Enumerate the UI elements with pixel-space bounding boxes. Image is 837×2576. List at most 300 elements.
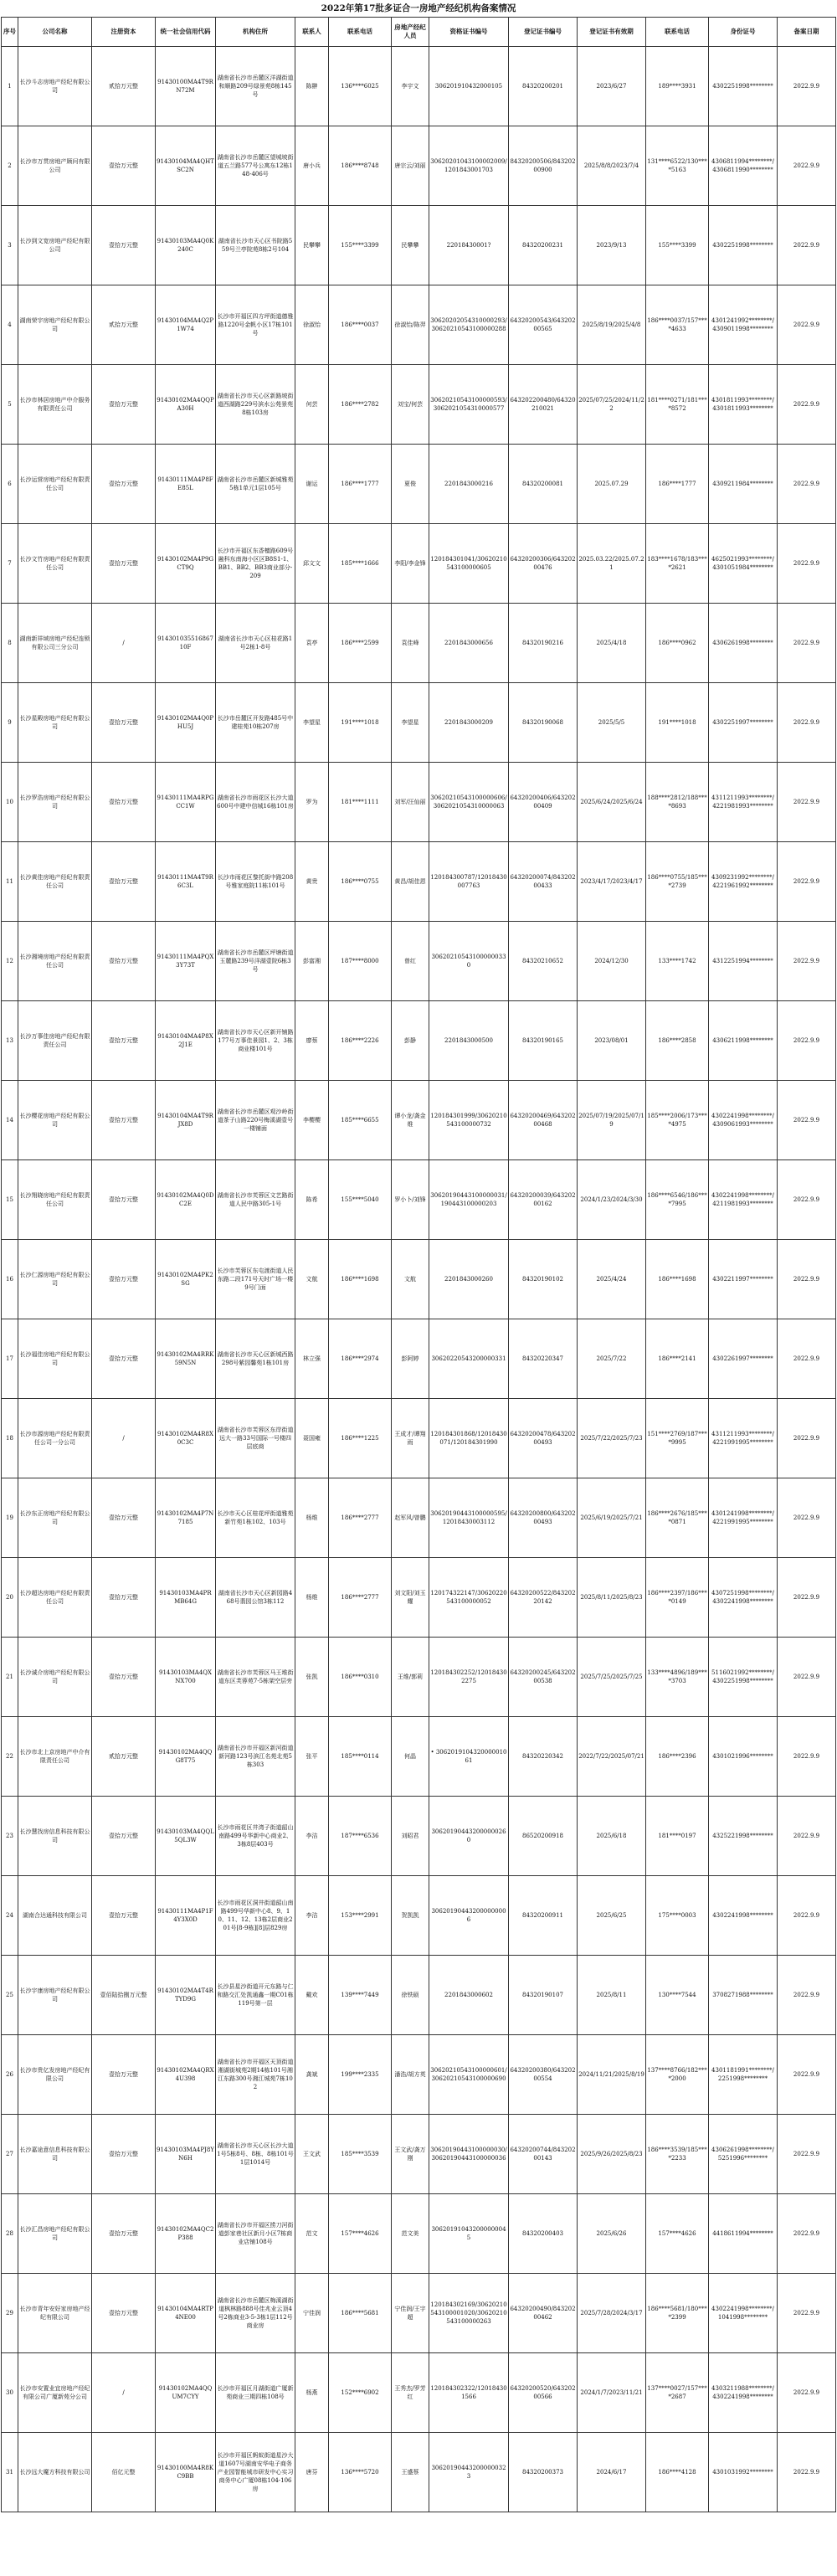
cell-cert: 120184302252/120184302275 [429, 1638, 509, 1717]
cell-contact: 黄贵 [295, 842, 329, 922]
cell-company: 湖南新祥域房地产经纪连锁有限公司三分公司 [18, 604, 92, 683]
cell-phone: 186****8748 [329, 126, 392, 206]
cell-reg: 64320200520/64320200566 [509, 2353, 578, 2433]
cell-company: 长沙星殿房地产经纪有限公司 [18, 683, 92, 763]
cell-reg: 64320200245/64320200538 [509, 1638, 578, 1717]
cell-capital: 壹拾万元整 [92, 1319, 156, 1399]
cell-reg: 84320210652 [509, 922, 578, 1001]
cell-company: 长沙市青年安好家房地产经纪有限公司 [18, 2274, 92, 2353]
cell-phone: 186****1777 [329, 445, 392, 524]
cell-cert: • 306201910432000001061 [429, 1717, 509, 1797]
cell-agent: 潘浩/胡方英 [392, 2035, 429, 2115]
cell-phone2: 137****8766/182****2000 [646, 2035, 709, 2115]
cell-credit-code: 91430103MA4Q0K240C [156, 206, 216, 285]
cell-company: 长沙文竹房地产经纪有限责任公司 [18, 524, 92, 604]
table-row [2, 445, 836, 524]
cell-credit-code: 91430102MA4R8X0C3C [156, 1399, 216, 1478]
cell-agent: 彭静 [392, 1001, 429, 1081]
table-row [2, 763, 836, 842]
cell-date: 2022.9.9 [778, 2115, 836, 2194]
cell-contact: 范文 [295, 2194, 329, 2274]
cell-contact: 王文武 [295, 2115, 329, 2194]
table-row [2, 2035, 836, 2115]
cell-reg: 643202200480/64320210021 [509, 365, 578, 445]
table-row [2, 1876, 836, 1956]
table-row [2, 1797, 836, 1876]
cell-agent: 黄昌/胡佳恩 [392, 842, 429, 922]
cell-date: 2022.9.9 [778, 683, 836, 763]
cell-phone2: 186****5681/180****2399 [646, 2274, 709, 2353]
cell-agent: 刘军/汪仙丽 [392, 763, 429, 842]
cell-capital: 壹拾万元整 [92, 1240, 156, 1319]
col-header-no: 序号 [2, 18, 18, 47]
cell-phone2: 186****0962 [646, 604, 709, 683]
cell-company: 长沙慧找房信息科技有限公司 [18, 1797, 92, 1876]
cell-capital: 壹拾万元整 [92, 1160, 156, 1240]
cell-address: 湖南省长沙市开福区捞刀河街道彭家巷社区新月小区7栋商业店铺108号 [216, 2194, 295, 2274]
cell-date: 2022.9.9 [778, 1399, 836, 1478]
cell-phone: 152****6902 [329, 2353, 392, 2433]
cell-address: 湖南省长沙市天心区桂花路1号2栋1-8号 [216, 604, 295, 683]
cell-company: 长沙超达房地产经纪有限责任公司 [18, 1558, 92, 1638]
cell-date: 2022.9.9 [778, 126, 836, 206]
cell-capital: 壹拾万元整 [92, 1876, 156, 1956]
cell-contact: 民攀攀 [295, 206, 329, 285]
cell-capital: 壹拾万元整 [92, 126, 156, 206]
cell-credit-code: 91430104MA4P8X2J1E [156, 1001, 216, 1081]
cell-phone2: 131****6522/130****5163 [646, 126, 709, 206]
cell-phone2: 183****1678/183****2621 [646, 524, 709, 604]
cell-contact: 陈翀 [295, 47, 329, 126]
cell-valid: 2025/6/19/2025/7/21 [578, 1478, 646, 1558]
cell-valid: 2024/12/30 [578, 922, 646, 1001]
cell-credit-code: 91430102MA4QRX4U398 [156, 2035, 216, 2115]
cell-cert: 22018430001? [429, 206, 509, 285]
cell-reg: 84320200506/84320200900 [509, 126, 578, 206]
cell-company: 长沙嘉途意信息科技有限公司 [18, 2115, 92, 2194]
cell-valid: 2025.07.29 [578, 445, 646, 524]
cell-phone: 187****6536 [329, 1797, 392, 1876]
cell-address: 湖南省长沙市天心区长沙大道1号5栋8号、8栋、8栋101号1层1014号 [216, 2115, 295, 2194]
cell-phone2: 186****6546/186****7995 [646, 1160, 709, 1240]
cell-id: 4306261998********/5251996******** [709, 2115, 778, 2194]
cell-address: 长沙市开福区月湖街道广厦新苑商业三期四栋108号 [216, 2353, 295, 2433]
cell-no: 26 [2, 2035, 18, 2115]
cell-phone: 186****0755 [329, 842, 392, 922]
cell-address: 长沙市雨花区井湾子街道韶山南路499号华新中心商业2、3栋8层403号 [216, 1797, 295, 1876]
cell-reg: 84320220342 [509, 1717, 578, 1797]
table-row [2, 1319, 836, 1399]
cell-valid: 2025/8/8/2023/7/4 [578, 126, 646, 206]
cell-agent: 李阳/李金锋 [392, 524, 429, 604]
cell-agent: 刘宝/何芸 [392, 365, 429, 445]
table-row [2, 604, 836, 683]
cell-phone2: 181****0271/181****8572 [646, 365, 709, 445]
cell-phone2: 188****2812/188****8693 [646, 763, 709, 842]
cell-company: 长沙万事佳房地产经纪有限责任公司 [18, 1001, 92, 1081]
cell-company: 长沙仁源房地产经纪有限公司 [18, 1240, 92, 1319]
col-header-phone2: 联系电话 [646, 18, 709, 47]
cell-cert: 306201904432000000006 [429, 1876, 509, 1956]
cell-credit-code: 91430102MA4QQPA30H [156, 365, 216, 445]
cell-no: 10 [2, 763, 18, 842]
cell-address: 湖南省长沙市岳麓区洋湖街道和顺路209号绿景苑8栋145号 [216, 47, 295, 126]
table-row [2, 1001, 836, 1081]
cell-date: 2022.9.9 [778, 2035, 836, 2115]
cell-id: 4302241998********/1041998******** [709, 2274, 778, 2353]
cell-contact: 李樱樱 [295, 1081, 329, 1160]
cell-valid: 2025/6/25 [578, 1876, 646, 1956]
cell-phone: 186****2782 [329, 365, 392, 445]
cell-id: 4303211988********/4302241998******** [709, 2353, 778, 2433]
cell-cert: 30620210543100000606/3062021054310000063 [429, 763, 509, 842]
table-row [2, 126, 836, 206]
cell-credit-code: 91430103MA4QQL5QL3W [156, 1797, 216, 1876]
col-header-date: 备案日期 [778, 18, 836, 47]
cell-company: 长沙樱花房地产经纪有限公司 [18, 1081, 92, 1160]
cell-credit-code: 91430102MA4QQUM7CYY [156, 2353, 216, 2433]
cell-address: 湖南省长沙市岳麓区梅溪湖街道枫林路888号佳兆业云顶4号2栋商业3-5-3栋1层112号商业房 [216, 2274, 295, 2353]
cell-date: 2022.9.9 [778, 2353, 836, 2433]
cell-agent: 王维/郭莉 [392, 1638, 429, 1717]
cell-cert: 2201843000602 [429, 1956, 509, 2035]
cell-capital: / [92, 604, 156, 683]
cell-credit-code: 91430104MA4Q2P1W74 [156, 285, 216, 365]
cell-reg: 64320200490/84320200462 [509, 2274, 578, 2353]
cell-valid: 2022/7/22/2025/07/21 [578, 1717, 646, 1797]
cell-id: 4311211993********/4221991995******** [709, 1399, 778, 1478]
cell-agent: 夏俊 [392, 445, 429, 524]
cell-contact: 张凯 [295, 1638, 329, 1717]
cell-reg: 84320190107 [509, 1956, 578, 2035]
col-header-id: 身份证号 [709, 18, 778, 47]
cell-reg: 64320200380/64320200554 [509, 2035, 578, 2115]
header-row [2, 18, 836, 47]
table-row [2, 365, 836, 445]
cell-capital: 壹拾万元整 [92, 1478, 156, 1558]
cell-agent: 刘昭君 [392, 1797, 429, 1876]
cell-reg: 84320200403 [509, 2194, 578, 2274]
cell-capital: / [92, 2353, 156, 2433]
cell-id: 4306811994********/4306811990******** [709, 126, 778, 206]
table-row [2, 2353, 836, 2433]
cell-agent: 王成才/谭翔雨 [392, 1399, 429, 1478]
cell-id: 4307251998********/4302241998******** [709, 1558, 778, 1638]
col-header-credit-code: 统一社会信用代码 [156, 18, 216, 47]
cell-credit-code: 91430103MA4QXNX700 [156, 1638, 216, 1717]
cell-phone: 136****5720 [329, 2433, 392, 2512]
cell-contact: 戴欢 [295, 1956, 329, 2035]
cell-address: 长沙市开福区东香檀路609号融科东南海小区区B8S1-1、BB1、BB2、BB3商业部分-209 [216, 524, 295, 604]
cell-no: 23 [2, 1797, 18, 1876]
cell-id: 4301241998********/4221991995******** [709, 1478, 778, 1558]
cell-capital: 贰拾万元整 [92, 285, 156, 365]
cell-phone2: 151****2769/187****9995 [646, 1399, 709, 1478]
col-header-company: 公司名称 [18, 18, 92, 47]
cell-address: 长沙市岳麓区开发路485号中建桂苑10栋207房 [216, 683, 295, 763]
cell-valid: 2023/08/01 [578, 1001, 646, 1081]
cell-valid: 2025/07/19/2025/07/19 [578, 1081, 646, 1160]
cell-date: 2022.9.9 [778, 445, 836, 524]
cell-credit-code: 91430103551686710F [156, 604, 216, 683]
cell-no: 16 [2, 1240, 18, 1319]
cell-reg: 86520200918 [509, 1797, 578, 1876]
cell-phone: 181****1111 [329, 763, 392, 842]
cell-id: 4309231992********/4221961992******** [709, 842, 778, 922]
cell-no: 2 [2, 126, 18, 206]
cell-id: 4306261998******** [709, 604, 778, 683]
cell-no: 21 [2, 1638, 18, 1717]
cell-valid: 2024/11/21/2025/8/19 [578, 2035, 646, 2115]
col-header-contact: 联系人 [295, 18, 329, 47]
cell-agent: 文航 [392, 1240, 429, 1319]
cell-id: 4306211998******** [709, 1001, 778, 1081]
cell-company: 湖南合达通科技有限公司 [18, 1876, 92, 1956]
cell-no: 1 [2, 47, 18, 126]
cell-id: 4302241998********/4211981993******** [709, 1160, 778, 1240]
cell-cert: 306202105431000000330 [429, 922, 509, 1001]
cell-cert: 2201843000216 [429, 445, 509, 524]
cell-reg: 64320200074/84320200433 [509, 842, 578, 922]
cell-credit-code: 91430111MA4P8FE85L [156, 445, 216, 524]
cell-contact: 彭富湘 [295, 922, 329, 1001]
cell-address: 湖南省长沙市芙蓉区文艺路街道人民中路305-1号 [216, 1160, 295, 1240]
cell-date: 2022.9.9 [778, 1319, 836, 1399]
cell-credit-code: 91430104MA4T9RJX8D [156, 1081, 216, 1160]
cell-date: 2022.9.9 [778, 47, 836, 126]
table-row [2, 683, 836, 763]
cell-id: 4311211993********/4221981993******** [709, 763, 778, 842]
cell-agent: 曾红 [392, 922, 429, 1001]
col-header-address: 机构住所 [216, 18, 295, 47]
cell-valid: 2025/4/18 [578, 604, 646, 683]
cell-company: 长沙远大魔方科技有限公司 [18, 2433, 92, 2512]
cell-valid: 2025/6/24/2025/6/24 [578, 763, 646, 842]
cell-contact: 聂国雍 [295, 1399, 329, 1478]
cell-reg: 84320220347 [509, 1319, 578, 1399]
cell-valid: 2025/7/22 [578, 1319, 646, 1399]
cell-agent: 何晶 [392, 1717, 429, 1797]
cell-valid: 2025/6/18 [578, 1797, 646, 1876]
col-header-valid: 登记证书有效期 [578, 18, 646, 47]
cell-reg: 64320200478/64320200493 [509, 1399, 578, 1478]
cell-phone2: 186****3539/185****2233 [646, 2115, 709, 2194]
cell-contact: 谢运 [295, 445, 329, 524]
cell-capital: 壹拾万元整 [92, 1797, 156, 1876]
cell-cert: 306201904432000000323 [429, 2433, 509, 2512]
cell-no: 3 [2, 206, 18, 285]
cell-address: 长沙市芙蓉区东屯渡街道人民东路二段171号天时广场一楼9号门面 [216, 1240, 295, 1319]
cell-agent: 王秀杰/罗芳红 [392, 2353, 429, 2433]
cell-capital: 壹拾万元整 [92, 1001, 156, 1081]
cell-contact: 宁佳润 [295, 2274, 329, 2353]
cell-no: 31 [2, 2433, 18, 2512]
cell-date: 2022.9.9 [778, 1001, 836, 1081]
table-row [2, 206, 836, 285]
cell-id: 4302251998******** [709, 206, 778, 285]
table-row [2, 2194, 836, 2274]
cell-credit-code: 91430104MA4QHTSC2N [156, 126, 216, 206]
cell-valid: 2025/6/26 [578, 2194, 646, 2274]
cell-reg: 84320200911 [509, 1876, 578, 1956]
cell-capital: 壹拾万元整 [92, 842, 156, 922]
cell-valid: 2025.03.22/2025.07.21 [578, 524, 646, 604]
cell-phone2: 130****7544 [646, 1956, 709, 2035]
cell-agent: 王盛蔡 [392, 2433, 429, 2512]
cell-contact: 李洁 [295, 1876, 329, 1956]
cell-cert: 30620201043100002009/1201843001703 [429, 126, 509, 206]
cell-id: 4309211984******** [709, 445, 778, 524]
cell-cert: 120184302322/120184301566 [429, 2353, 509, 2433]
cell-credit-code: 91430111MA4PQX3Y73T [156, 922, 216, 1001]
cell-contact: 林立强 [295, 1319, 329, 1399]
cell-valid: 2025/7/28/2024/3/17 [578, 2274, 646, 2353]
cell-company: 长沙东正房地产经纪有限公司 [18, 1478, 92, 1558]
cell-address: 湖南省长沙市芙蓉区马王堆街道东区芙蓉苑7-5栋架空层旁 [216, 1638, 295, 1717]
cell-company: 长沙福佳房地产经纪有限公司 [18, 1319, 92, 1399]
table-row [2, 47, 836, 126]
col-header-reg: 登记证书编号 [509, 18, 578, 47]
cell-phone2: 181****0197 [646, 1797, 709, 1876]
cell-company: 长沙市源房地产经纪有限责任公司一分公司 [18, 1399, 92, 1478]
cell-cert: 2201843000656 [429, 604, 509, 683]
cell-cert: 2201843000260 [429, 1240, 509, 1319]
cell-no: 7 [2, 524, 18, 604]
cell-no: 11 [2, 842, 18, 922]
cell-valid: 2025/4/24 [578, 1240, 646, 1319]
cell-company: 长沙翔晓房地产经纪有限责任公司 [18, 1160, 92, 1240]
cell-company: 长沙市北上京房地产中介有限责任公司 [18, 1717, 92, 1797]
cell-phone2: 186****4128 [646, 2433, 709, 2512]
cell-credit-code: 91430102MA4PK2SG [156, 1240, 216, 1319]
cell-phone: 186****5681 [329, 2274, 392, 2353]
cell-contact: 李洁 [295, 1797, 329, 1876]
cell-company: 长沙到文宽房地产经纪有限公司 [18, 206, 92, 285]
cell-no: 5 [2, 365, 18, 445]
cell-phone: 187****8000 [329, 922, 392, 1001]
cell-address: 湖南省长沙市天心区新开铺路177号万事佳景园1、2、3栋商业楼101号 [216, 1001, 295, 1081]
cell-credit-code: 91430102MA4T4RTYD9G [156, 1956, 216, 2035]
cell-address: 湖南省长沙市天心区新城西路298号紫园馨苑1栋101房 [216, 1319, 295, 1399]
cell-address: 长沙市雨花区洞井街道韶山南路499号华新中心8、9、10、11、12、13栋2层商业201号[8-9栋][8]层829房 [216, 1876, 295, 1956]
cell-phone2: 186****0755/185****2739 [646, 842, 709, 922]
cell-cert: 120184301868/12018430071/120184301990 [429, 1399, 509, 1478]
cell-capital: 佰亿元整 [92, 2433, 156, 2512]
cell-reg: 64320200039/64320200162 [509, 1160, 578, 1240]
cell-valid: 2023/6/27 [578, 47, 646, 126]
cell-cert: 2201843000500 [429, 1001, 509, 1081]
cell-reg: 64320200543/64320200565 [509, 285, 578, 365]
cell-phone: 191****1018 [329, 683, 392, 763]
cell-no: 25 [2, 1956, 18, 2035]
cell-company: 长沙市贵亿发房地产经纪有限公司 [18, 2035, 92, 2115]
cell-phone: 186****2974 [329, 1319, 392, 1399]
cell-contact: 杨维 [295, 1558, 329, 1638]
cell-valid: 2025/5/5 [578, 683, 646, 763]
cell-credit-code: 91430111MA4RPGCC1W [156, 763, 216, 842]
cell-cert: 30620190443100000030/30620190443100000036 [429, 2115, 509, 2194]
cell-date: 2022.9.9 [778, 604, 836, 683]
cell-capital: 壹佰陆拾捌万元整 [92, 1956, 156, 2035]
cell-cert: 30620190443100000031/190443100000203 [429, 1160, 509, 1240]
cell-no: 13 [2, 1001, 18, 1081]
cell-phone: 186****2777 [329, 1558, 392, 1638]
table-row [2, 922, 836, 1001]
cell-reg: 84320190102 [509, 1240, 578, 1319]
cell-valid: 2025/7/22/2025/7/23 [578, 1399, 646, 1478]
cell-address: 湖南省长沙市岳麓区坪塘街道玉麓路239号洋湖壹院6栋3号 [216, 922, 295, 1001]
col-header-cert: 资格证书编号 [429, 18, 509, 47]
cell-agent: 范文美 [392, 2194, 429, 2274]
cell-reg: 64320200306/64320200476 [509, 524, 578, 604]
cell-cert: 30620190443100000595/12018430003112 [429, 1478, 509, 1558]
cell-phone2: 186****2676/185****0871 [646, 1478, 709, 1558]
cell-address: 湖南省长沙市岳麓区望城坡街道五兰路577号公寓东12栋148-406号 [216, 126, 295, 206]
cell-id: 4418611994******** [709, 2194, 778, 2274]
cell-contact: 罗为 [295, 763, 329, 842]
cell-capital: 贰拾万元整 [92, 47, 156, 126]
cell-phone2: 191****1018 [646, 683, 709, 763]
cell-date: 2022.9.9 [778, 1797, 836, 1876]
cell-agent: 宁佳润/王宇超 [392, 2274, 429, 2353]
cell-address: 长沙市天心区桂花坪街道雅苑新竹苑1栋102、103号 [216, 1478, 295, 1558]
cell-phone: 186****1225 [329, 1399, 392, 1478]
cell-credit-code: 91430102MA4P7N7185 [156, 1478, 216, 1558]
cell-contact: 邱文文 [295, 524, 329, 604]
cell-date: 2022.9.9 [778, 2433, 836, 2512]
cell-phone2: 133****1742 [646, 922, 709, 1001]
cell-valid: 2025/8/11 [578, 1956, 646, 2035]
table-row [2, 285, 836, 365]
cell-id: 4301021996******** [709, 1717, 778, 1797]
cell-phone2: 186****1777 [646, 445, 709, 524]
cell-cert: 306201910432000000045 [429, 2194, 509, 2274]
cell-date: 2022.9.9 [778, 1558, 836, 1638]
cell-agent: 民攀攀 [392, 206, 429, 285]
cell-capital: 壹拾万元整 [92, 1081, 156, 1160]
col-header-agent: 房地产经纪人员 [392, 18, 429, 47]
cell-contact: 廖蔡 [295, 1001, 329, 1081]
cell-company: 长沙市林居房地产中介服务有限责任公司 [18, 365, 92, 445]
cell-valid: 2024/6/17 [578, 2433, 646, 2512]
cell-contact: 徐淑怡 [295, 285, 329, 365]
cell-reg: 84320200201 [509, 47, 578, 126]
cell-capital: 壹拾万元整 [92, 524, 156, 604]
cell-agent: 刘文阳/刘玉耀 [392, 1558, 429, 1638]
cell-date: 2022.9.9 [778, 922, 836, 1001]
cell-cert: 30620202054310000293/30620210543100000288 [429, 285, 509, 365]
cell-agent: 谭小龙/龚金维 [392, 1081, 429, 1160]
cell-capital: / [92, 1399, 156, 1478]
cell-capital: 壹拾万元整 [92, 763, 156, 842]
cell-credit-code: 91430103MA4PJ8YN6H [156, 2115, 216, 2194]
cell-cert: 2201843000209 [429, 683, 509, 763]
cell-phone: 153****2991 [329, 1876, 392, 1956]
cell-valid: 2023/4/17/2023/4/17 [578, 842, 646, 922]
table-row [2, 2115, 836, 2194]
cell-no: 27 [2, 2115, 18, 2194]
cell-address: 湖南省长沙市天心区书院路559号兰亭院苑8栋2号104 [216, 206, 295, 285]
cell-contact: 龚斌 [295, 2035, 329, 2115]
cell-company: 长沙汇昌房地产经纪有限公司 [18, 2194, 92, 2274]
col-header-capital: 注册资本 [92, 18, 156, 47]
cell-cert: 306201904432000000260 [429, 1797, 509, 1876]
cell-credit-code: 91430100MA4T9RN72M [156, 47, 216, 126]
cell-contact: 李望星 [295, 683, 329, 763]
cell-no: 22 [2, 1717, 18, 1797]
cell-address: 湖南省长沙市雨花区长沙大道600号中建中信城16栋101房 [216, 763, 295, 842]
cell-date: 2022.9.9 [778, 1717, 836, 1797]
